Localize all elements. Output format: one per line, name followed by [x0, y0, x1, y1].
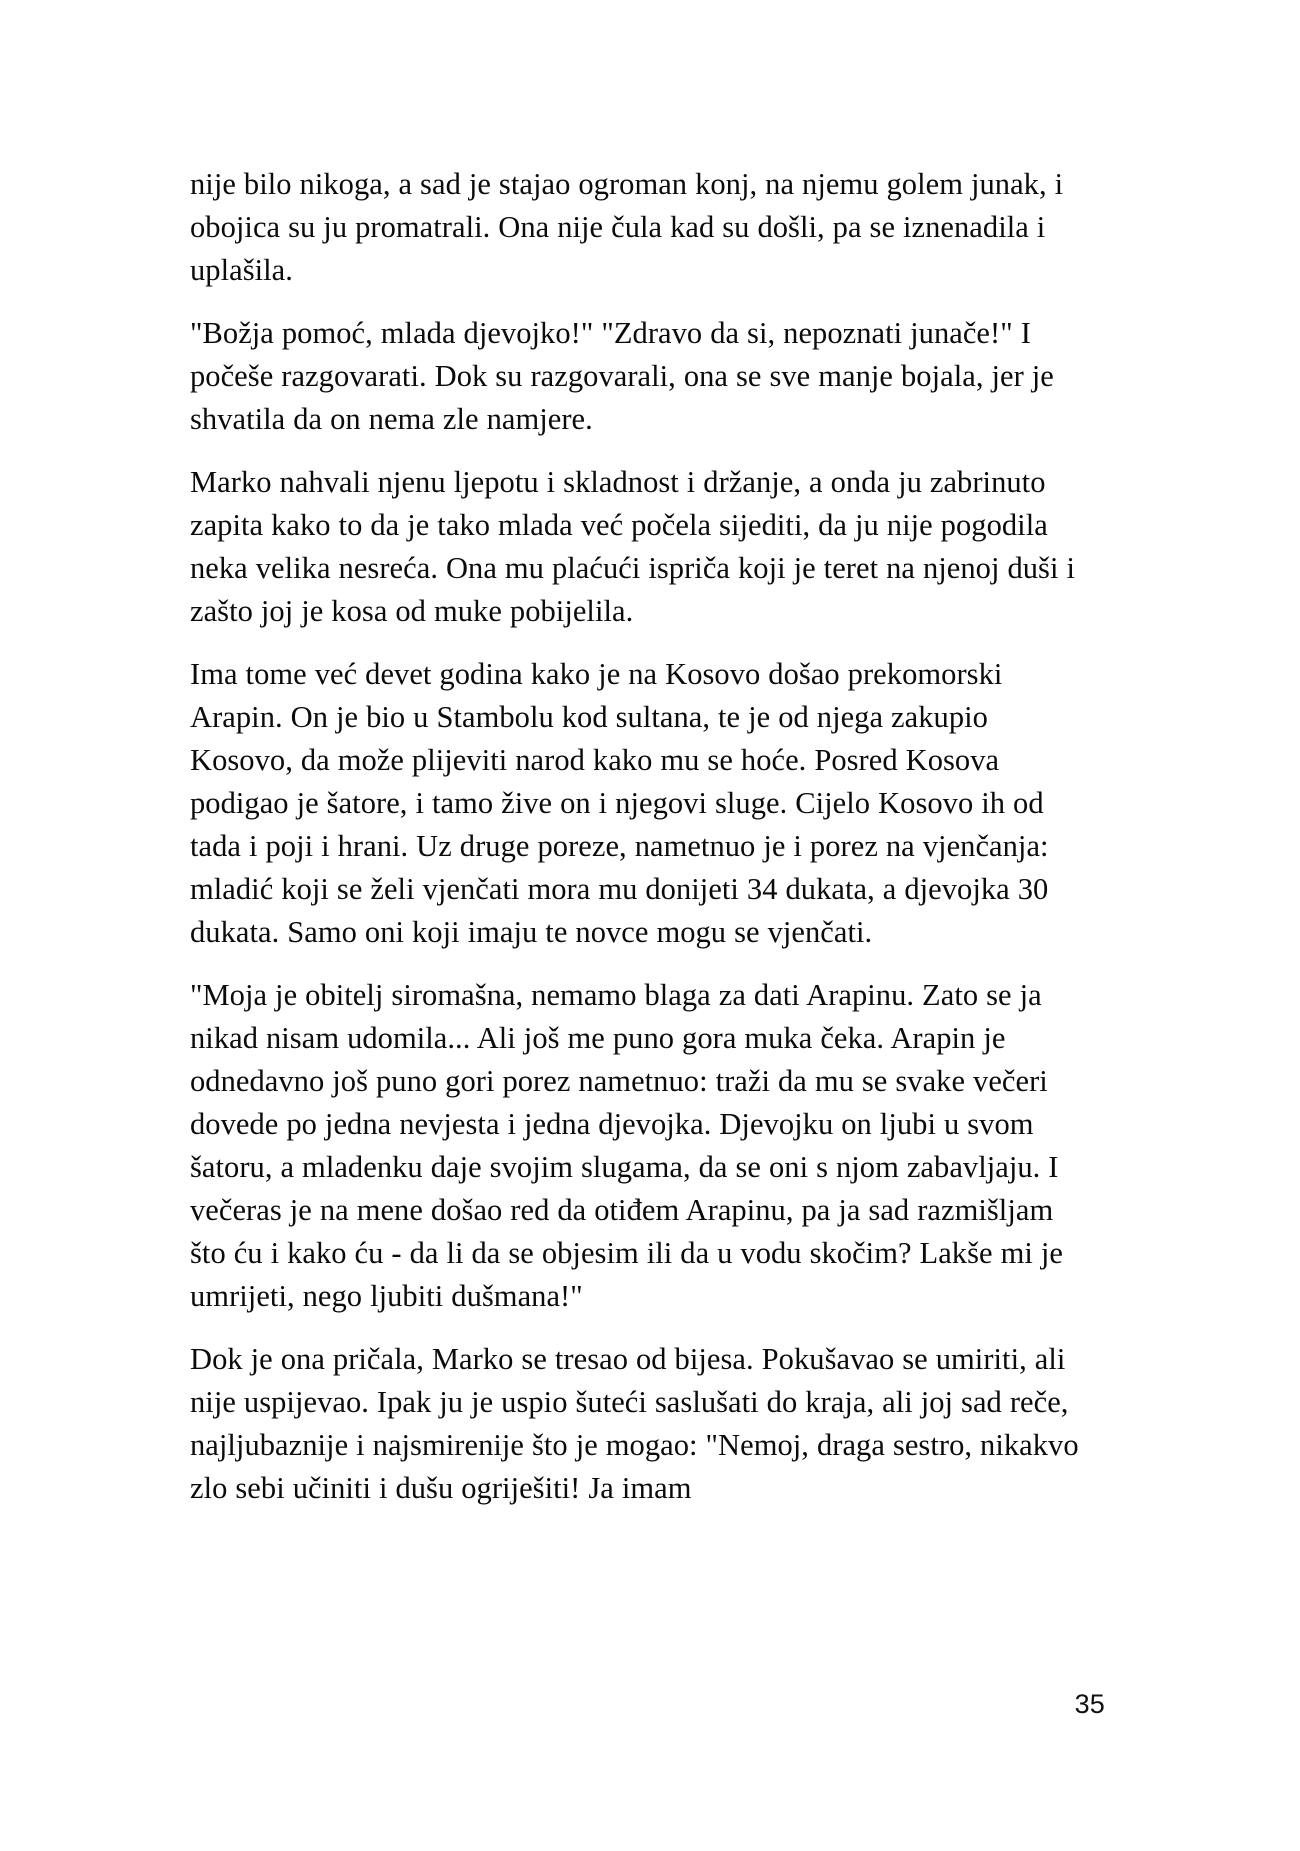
paragraph: Marko nahvali njenu ljepotu i skladnost i držanje, a onda ju zabrinuto zapita kako to da je tako mlada već počela sijediti, da ju nije pogodila neka velika nesreća. Ona mu plaćući ispriča koji je teret na njenoj duši i zašto joj je kosa od muke pobijelila. [190, 465, 1075, 628]
body-text-column [190, 163, 1095, 1510]
paragraph: Ima tome već devet godina kako je na Kosovo došao prekomorski Arapin. On je bio u Stambolu kod sultana, te je od njega zakupio Kosovo, da može plijeviti narod kako mu se hoće. Posred Kosova podigao je šatore, i tamo žive on i njegovi sluge. Cijelo Kosovo ih od tada i poji i hrani. Uz druge poreze, nametnuo je i porez na vjenčanja: mladić koji se želi vjenčati mora mu donijeti 34 dukata, a djevojka 30 dukata. Samo oni koji imaju te novce mogu se vjenčati. [190, 657, 1049, 949]
paragraph: "Božja pomoć, mlada djevojko!" "Zdravo da si, nepoznati junače!" I počeše razgovarati. Dok su razgovarali, ona se sve manje bojala, jer je shvatila da on nema zle namjere. [190, 316, 1054, 436]
page-number: 35 [1074, 1689, 1105, 1719]
paragraph: Dok je ona pričala, Marko se tresao od bijesa. Pokušavao se umiriti, ali nije uspijevao. Ipak ju je uspio šuteći saslušati do kraja, ali joj sad reče, najljubaznije i najsmirenije što je mogao: "Nemoj, draga sestro, nikakvo zlo sebi učiniti i dušu ogriješiti! Ja imam [190, 1342, 1079, 1505]
paragraph: "Moja je obitelj siromašna, nemamo blaga za dati Arapinu. Zato se ja nikad nisam udomila... Ali još me puno gora muka čeka. Arapin je odnedavno još puno gori porez nametnuo: traži da mu se svake večeri dovede po jedna nevjesta i jedna djevojka. Djevojku on ljubi u svom šatoru, a mladenku daje svojim slugama, da se oni s njom zabavljaju. I večeras je na mene došao red da otiđem Arapinu, pa ja sad razmišljam što ću i kako ću - da li da se objesim ili da u vodu skočim? Lakše mi je umrijeti, nego ljubiti dušmana!" [190, 978, 1063, 1313]
paragraph: nije bilo nikoga, a sad je stajao ogroman konj, na njemu golem junak, i obojica su ju promatrali. Ona nije čula kad su došli, pa se iznenadila i uplašila. [190, 167, 1064, 287]
